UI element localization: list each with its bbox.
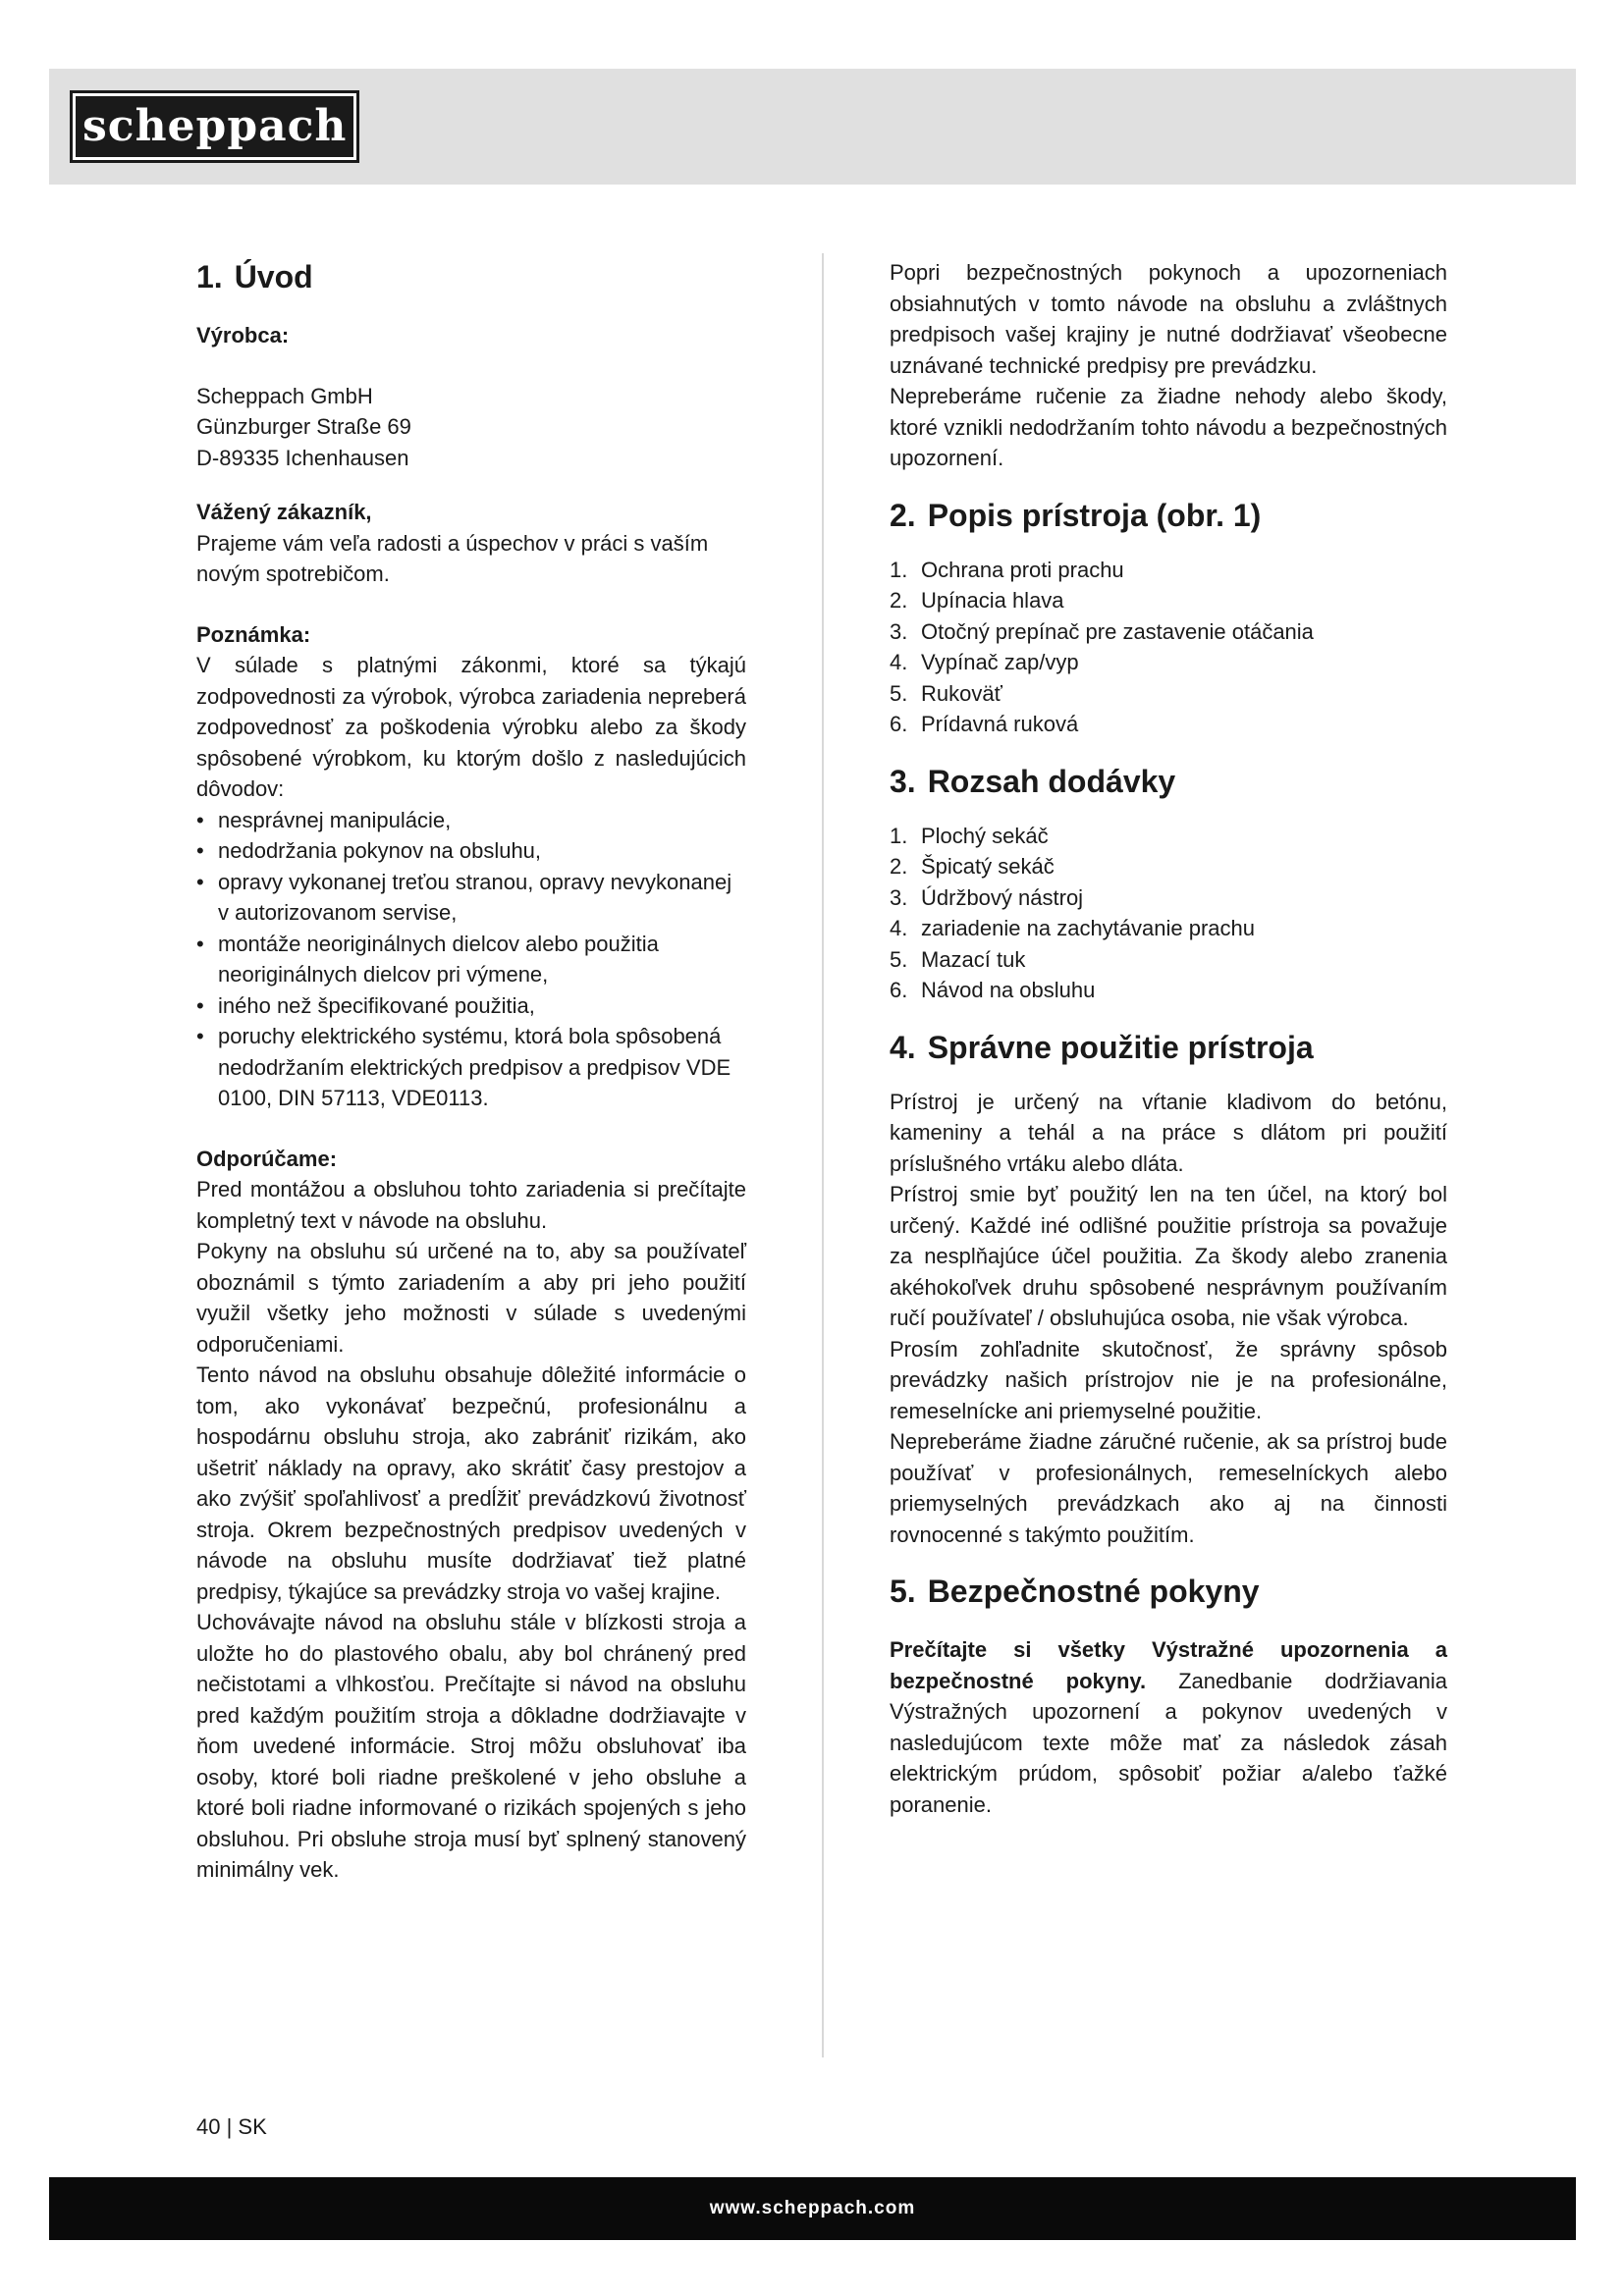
section-heading-scope-of-delivery [890,762,1447,801]
list-item: 4. zariadenie na zachytávanie prachu [890,916,1256,940]
list-item: 6. Prídavná ruková [890,712,1079,736]
paragraph: Pred montážou a obsluhou tohto zariadenia si prečítajte kompletný text v návode na obsluhu. [196,1177,746,1233]
greeting-label: Vážený zákazník, [196,500,372,524]
section-heading-intro [196,257,746,296]
section-title: Úvod [234,259,313,294]
paragraph: Prístroj smie byť použitý len na ten účel, na ktorý bol určený. Každé iné odlišné použitie prístroja sa považuje za nesplňajúce účel použitia. Za škody alebo zranenia akéhokoľvek druhu spôsobené nesprávnym používaním ručí používateľ / obsluhujúca osoba, nie však výrobca. [890,1182,1447,1330]
page-number: 40 | SK [196,2114,267,2139]
delivery-list [890,821,1447,1006]
paragraph: Prosím zohľadnite skutočnosť, že správny spôsob prevádzky našich prístrojov nie je na profesionálne, remeselnícke ani priemyselné použitie. [890,1336,1447,1423]
right-column [890,257,1447,1820]
list-item: • nesprávnej manipulácie, [196,805,746,836]
paragraph: Pokyny na obsluhu sú určené na to, aby sa používateľ oboznámil s týmto zariadením a aby pri jeho použití využil všetky jeho možnosti v súlade s uvedenými odporučeniami. [196,1239,746,1357]
paragraph: Nepreberáme žiadne záručné ručenie, ak sa prístroj bude používať v profesionálnych, remeselníckych alebo priemyselných prevádzkach ako aj na činnosti rovnocenné s takýmto použitím. [890,1429,1447,1547]
note-label: Poznámka: [196,621,311,647]
paragraph: Tento návod na obsluhu obsahuje dôležité informácie o tom, ako vykonávať bezpečnú, profesionálnu a hospodárnu obsluhu stroja, ako zabrániť rizikám, ako ušetriť náklady na opravy, ako skrátiť časy prestojov a ako zvýšiť spoľahlivosť a predĺžiť prevádzkovú životnosť stroja. Okrem bezpečnostných predpisov uvedených v návode na obsluhu musíte dodržiavať tiež platné predpisy, týkajúce sa prevádzky stroja vo vašej krajine. [196,1362,746,1604]
safety-warning-emphasis: Prečítajte si všetky Výstražné upozornenia a bezpečnostné pokyny. [890,1637,1447,1693]
section-heading-intended-use [890,1028,1447,1067]
address-line: D-89335 Ichenhausen [196,445,409,470]
section-title: Rozsah dodávky [927,763,1176,799]
device-parts-list [890,555,1447,740]
column-divider [822,253,824,2057]
list-item: • iného než špecifikované použitia, [196,990,746,1022]
section-heading-device-description [890,496,1447,535]
address-line: Scheppach GmbH [196,383,373,408]
recommend-label: Odporúčame: [196,1146,338,1171]
list-item: • poruchy elektrického systému, ktorá bola spôsobená nedodržaním elektrických predpisov a predpisov VDE 0100, DIN 57113, VDE0113. [196,1021,746,1114]
note-bullet-list [196,805,746,1114]
list-item: 6. Návod na obsluhu [890,978,1096,1002]
intended-use-text [890,1087,1447,1551]
paragraph: Popri bezpečnostných pokynoch a upozorneniach obsiahnutých v tomto návode na obsluhu a zvláštnych predpisoch vašej krajiny je nutné dodržiavať všeobecne uznávané technické predpisy pre prevádzku. [890,260,1447,378]
greeting-text: Prajeme vám veľa radosti a úspechov v práci s vaším novým spotrebičom. [196,530,709,586]
list-item: 5. Rukoväť [890,680,1002,706]
list-item: 5. Mazací tuk [890,946,1026,972]
section-heading-safety [890,1572,1447,1611]
address-line: Günzburger Straße 69 [196,414,411,439]
list-item: 2. Špicatý sekáč [890,854,1055,879]
section-title: Bezpečnostné pokyny [927,1574,1260,1609]
safety-warning-body: Zanedbanie dodržiavania Výstražných upozornení a pokynov uvedených v nasledujúcom texte môže mať za následok zásah elektrickým prúdom, spôsobiť požiar a/alebo ťažké poranenie. [890,1668,1448,1817]
section-number: 5. [890,1574,916,1609]
section-title: Správne použitie prístroja [927,1029,1314,1065]
safety-text [890,1634,1447,1820]
list-item: • montáže neoriginálnych dielcov alebo použitia neoriginálnych dielcov pri výmene, [196,929,746,990]
manufacturer-label: Výrobca: [196,323,290,347]
section-number: 1. [196,259,223,294]
list-item: 1. Plochý sekáč [890,823,1049,848]
paragraph: Nepreberáme ručenie za žiadne nehody alebo škody, ktoré vznikli nedodržaním tohto návodu a bezpečnostných upozornení. [890,384,1447,470]
list-item: 3. Otočný prepínač pre zastavenie otáčania [890,618,1314,644]
section-number: 2. [890,497,916,533]
list-item: • nedodržania pokynov na obsluhu, [196,835,746,867]
list-item: 1. Ochrana proti prachu [890,557,1124,582]
list-item: 3. Údržbový nástroj [890,884,1084,910]
section-title: Popis prístroja (obr. 1) [927,497,1262,533]
list-item: • opravy vykonanej treťou stranou, opravy nevykonanej v autorizovanom servise, [196,867,746,929]
note-text: V súlade s platnými zákonmi, ktoré sa týkajú zodpovednosti za výrobok, výrobca zariadenia nepreberá zodpovednosť za poškodenia výrobku alebo za škody spôsobené výrobkom, ku ktorým došlo z nasledujúcich dôvodov: [196,653,746,801]
paragraph: Uchovávajte návod na obsluhu stále v blízkosti stroja a uložte ho do plastového obalu, aby bol chránený pred nečistotami a vlhkosťou. Prečítajte si návod na obsluhu pred každým použitím stroja a dôkladne dodržiavajte v ňom uvedené informácie. Stroj môžu obsluhovať iba osoby, ktoré boli riadne preškolené v jeho obsluhe a ktoré boli riadne informované o rizikách spojených s jeho obsluhou. Pri obsluhe stroja musí byť splnený stanovený minimálny vek. [196,1610,746,1882]
list-item: 4. Vypínač zap/vyp [890,650,1079,674]
section-number: 4. [890,1029,916,1065]
brand-logo: scheppach [70,90,359,163]
list-item: 2. Upínacia hlava [890,588,1064,613]
manufacturer-address [196,381,746,474]
left-column [196,257,746,1886]
footer-url: www.scheppach.com [709,2198,916,2218]
paragraph: Prístroj je určený na vŕtanie kladivom do betónu, kameniny a tehál a na práce s dlátom pri použití príslušného vrtáku alebo dláta. [890,1089,1447,1176]
section-number: 3. [890,763,916,799]
